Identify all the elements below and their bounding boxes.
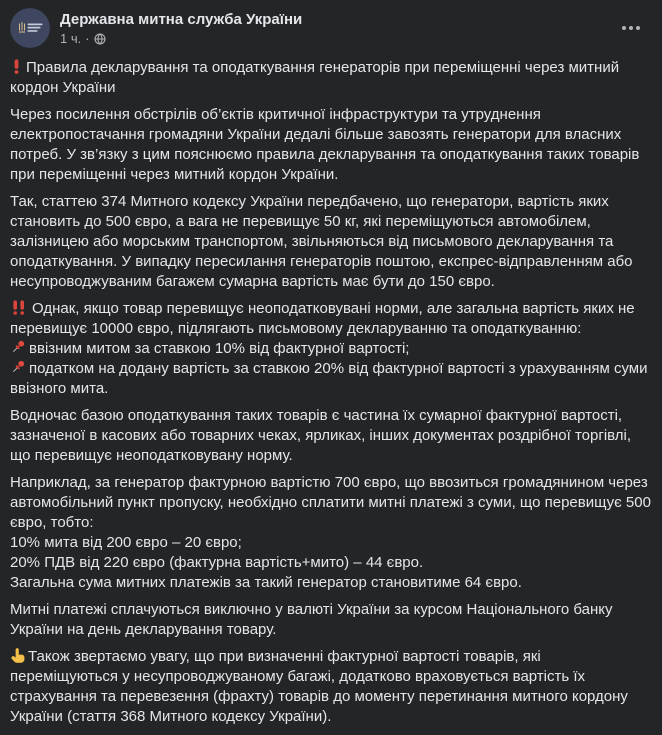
post-line: Водночас базою оподаткування таких товарів є частина їх сумарної фактурної вартості, зазначеної в касових або товарних чеках, ярликах, інших документах роздрібної торгівлі, що перевищує неоподатковувану норму. — [10, 407, 632, 464]
post-header-text — [60, 8, 652, 47]
post-line: Наприклад, за генератор фактурною вартістю 700 євро, що ввозиться громадянином через автомобільний пункт пропуску, необхідно сплатити митні платежі з суми, що перевищує 500 євро, тобто: — [10, 474, 651, 531]
post-line: Через посилення обстрілів об’єктів критичної інфраструктури та утруднення електропостачання громадяни України дедалі більше завозять генератори для власних потреб. У зв’язку з цим пояснюємо правила декларування та оподаткування таких товарів при переміщенні через митний кордон України. — [10, 106, 640, 183]
post-line: Митні платежі сплачуються виключно у валюті України за курсом Національного банку України на день декларування товару. — [10, 601, 613, 638]
post-line: ввізним митом за ставкою 10% від фактурної вартості; — [10, 339, 652, 359]
post-paragraph — [10, 406, 652, 466]
post-line: Так, статтею 374 Митного кодексу України передбачено, що генератори, вартість яких становить до 500 євро, а вага не перевищує 50 кг, які переміщуються автомобілем, залізницею або морським транспортом, звільняються від письмового декларування та оподаткування. У випадку пересилання генераторів поштою, експрес-відправленням або несупроводжуваним багажем сумарна вартість має бути до 150 євро. — [10, 193, 633, 290]
post-line: 10% мита від 200 євро – 20 євро; — [10, 534, 242, 551]
post-paragraph — [10, 647, 652, 727]
post-paragraph — [10, 58, 652, 98]
post-paragraph — [10, 473, 652, 593]
post-paragraph — [10, 600, 652, 640]
post-paragraph — [10, 192, 652, 292]
post-line: Однак, якщо товар перевищує неоподатковувані норми, але загальна вартість яких не перевищує 10000 євро, підлягають письмовому декларуванню та оподаткуванню: — [10, 300, 635, 337]
post-paragraph — [10, 105, 652, 185]
heavy-exclamation-icon — [10, 59, 23, 74]
post-header — [10, 8, 652, 48]
customs-service-logo-icon — [10, 8, 50, 48]
pushpin-icon — [10, 339, 26, 355]
more-options-button[interactable] — [616, 20, 646, 36]
post-body — [10, 58, 652, 727]
timestamp[interactable]: 1 ч. — [60, 31, 82, 46]
page-avatar[interactable] — [10, 8, 50, 48]
ellipsis-icon — [622, 26, 626, 30]
post-line: Правила декларування та оподаткування генераторів при переміщенні через митний кордон України — [10, 59, 620, 96]
post-paragraph — [10, 299, 652, 399]
post-meta — [60, 31, 652, 47]
globe-icon — [94, 33, 106, 45]
meta-separator: · — [85, 31, 90, 46]
double-exclamation-icon — [10, 300, 29, 315]
index-pointing-up-icon — [10, 648, 25, 663]
post-line: податком на додану вартість за ставкою 20% від фактурної вартості з урахуванням суми ввізного мита. — [10, 360, 648, 397]
page-name-link[interactable]: Державна митна служба України — [60, 11, 303, 28]
post-line: 20% ПДВ від 220 євро (фактурна вартість+мито) – 44 євро. — [10, 554, 424, 571]
pushpin-icon — [10, 359, 26, 375]
post-line: Загальна сума митних платежів за такий генератор становитиме 64 євро. — [10, 574, 522, 591]
post-line: Також звертаємо увагу, що при визначенні фактурної вартості товарів, які переміщуються у несупроводжуваному багажі, додатково враховується вартість їх страхування та перевезення (фрахту) товарів до моменту перетинання митного кордону України (стаття 368 Митного кодексу України). — [10, 648, 628, 725]
